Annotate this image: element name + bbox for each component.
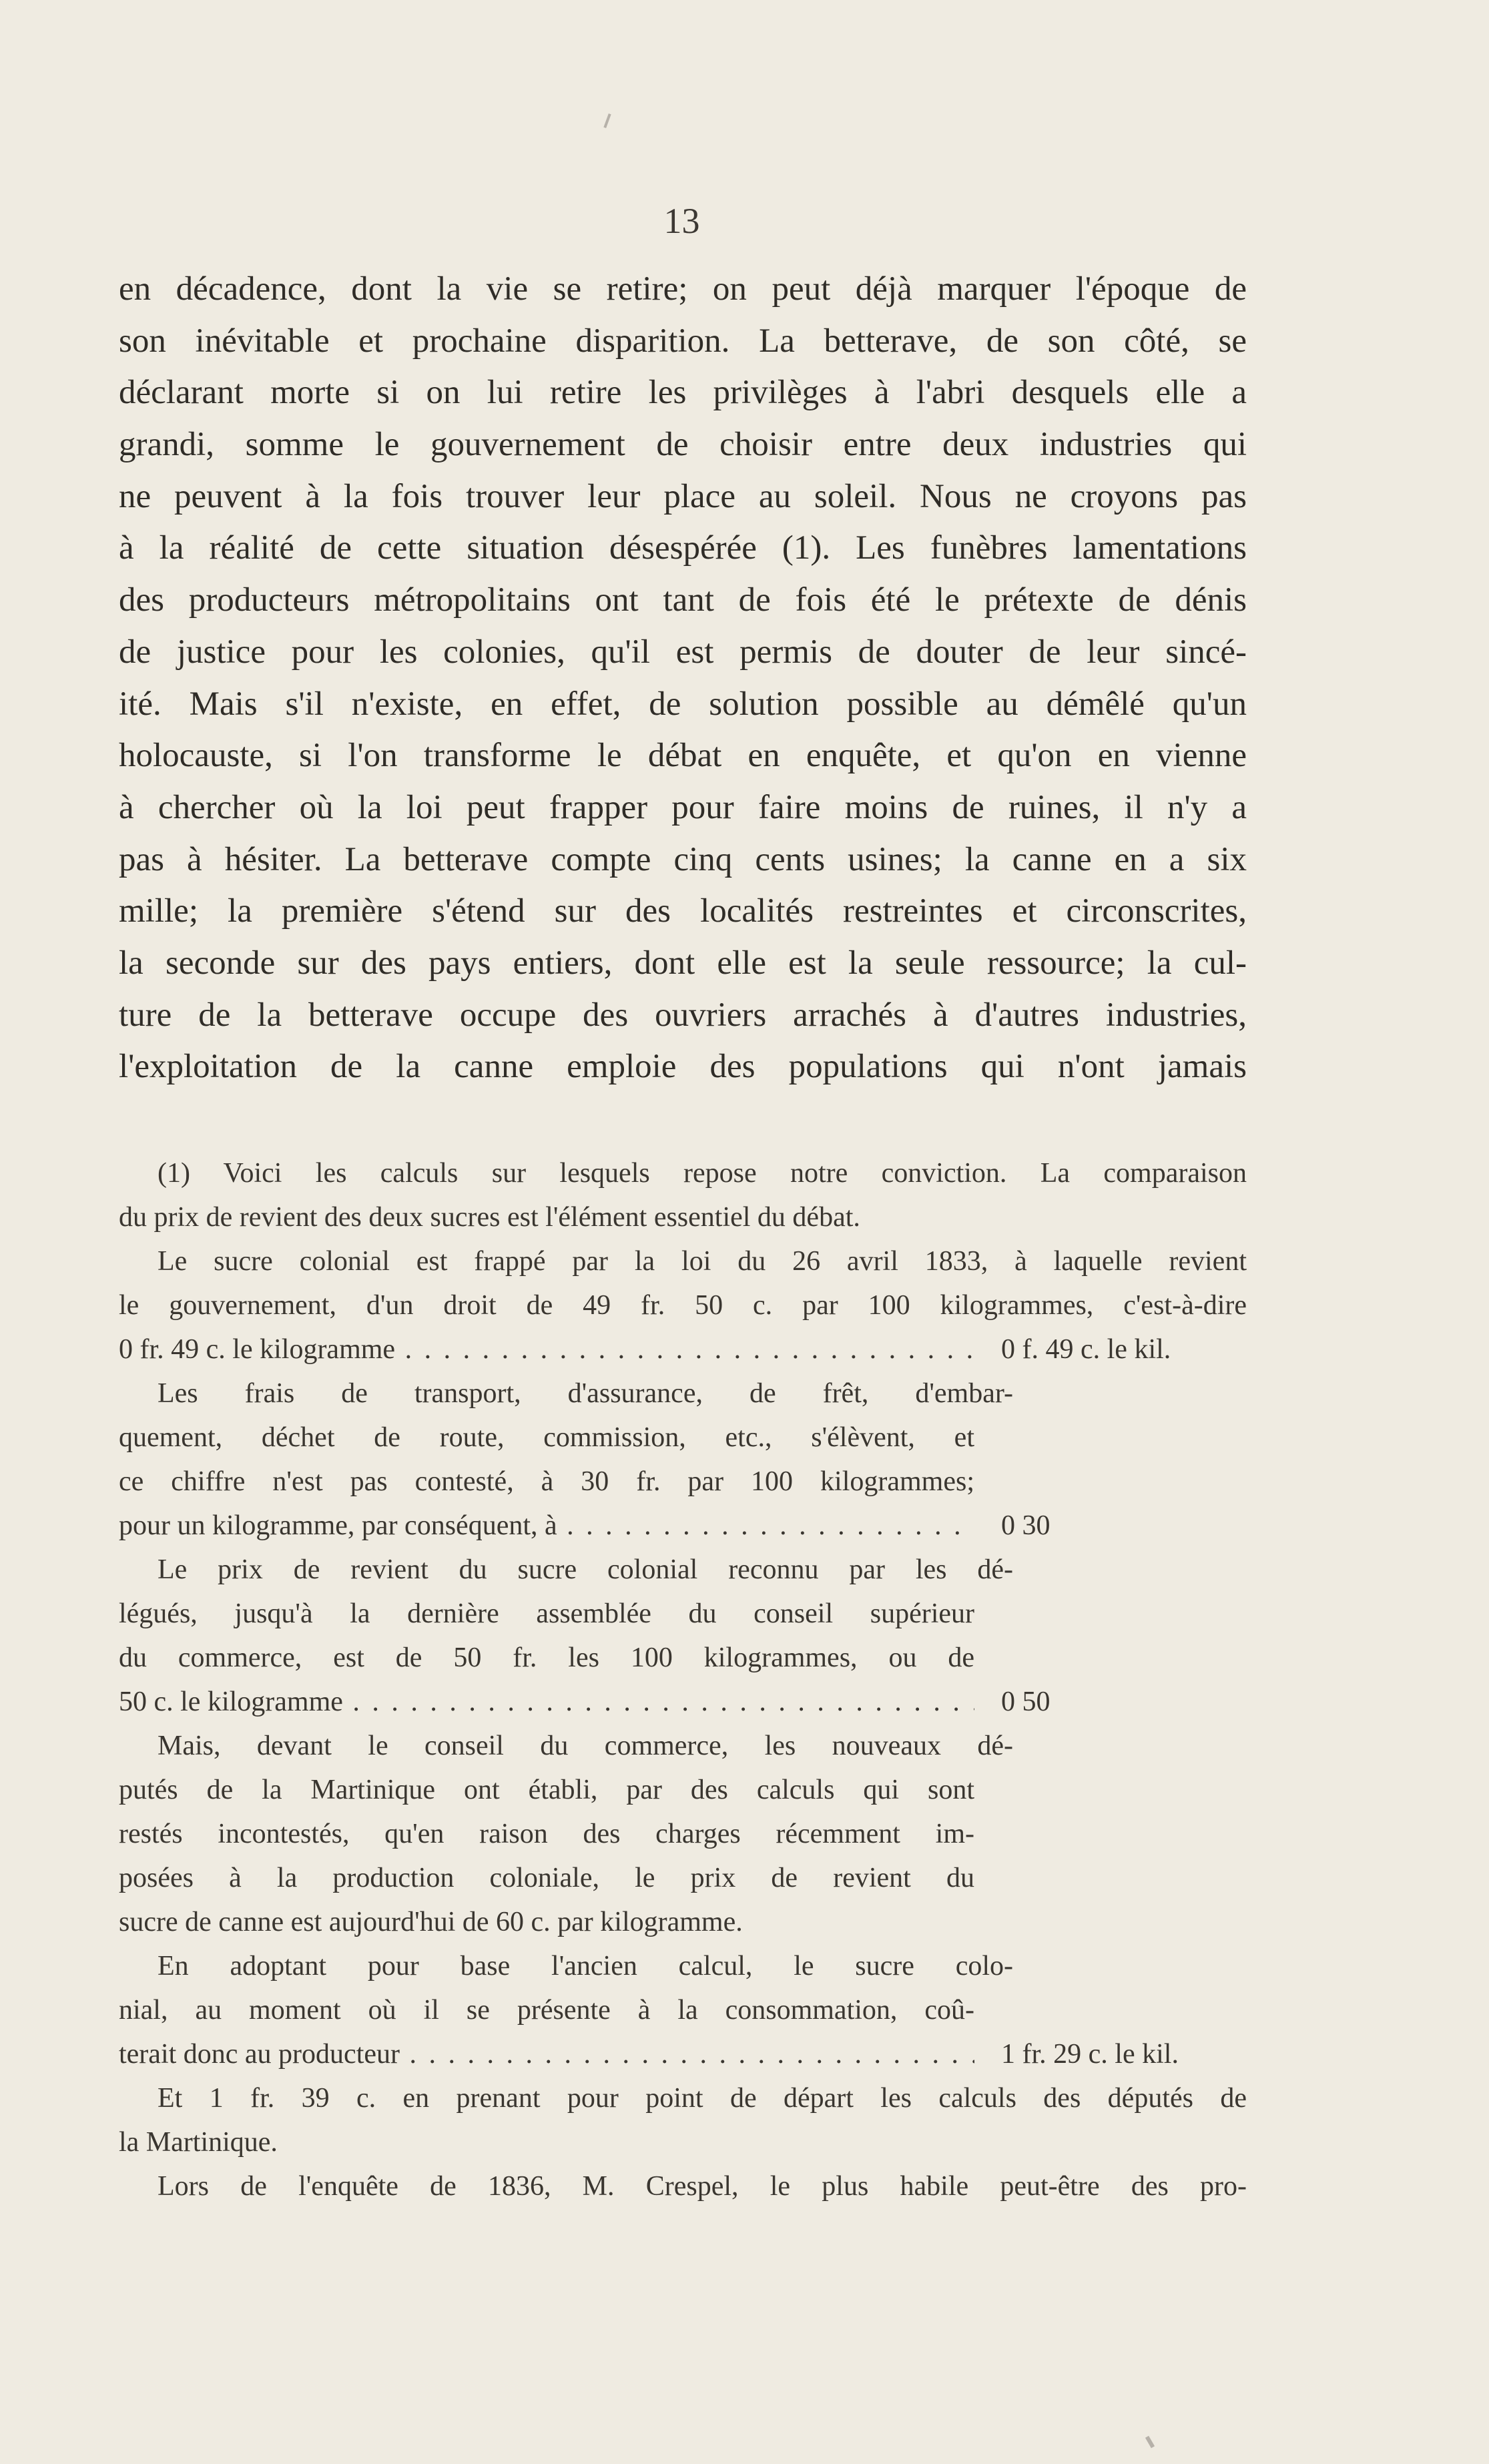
text-line: ité. Mais s'il n'existe, en effet, de solution possible au démêlé qu'un <box>119 685 1247 723</box>
text-line: l'exploitation de la canne emploie des populations qui n'ont jamais <box>119 1048 1247 1086</box>
footnote-line: (1) Voici les calculs sur lesquels repose notre conviction. La comparaison <box>158 1158 1247 1189</box>
page-speck <box>1145 2436 1155 2449</box>
text-line: ne peuvent à la fois trouver leur place au soleil. Nous ne croyons pas <box>119 477 1247 515</box>
footnote-line: 50 c. le kilogramme . . . 0 50 <box>119 1680 1247 1724</box>
main-text <box>119 264 1247 1093</box>
footnote-line: du prix de revient des deux sucres est l'élément essentiel du débat. <box>119 1202 860 1233</box>
footnote-line: Le sucre colonial est frappé par la loi du 26 avril 1833, à laquelle revient <box>158 1246 1247 1277</box>
footnote-line: 0 fr. 49 c. le kilogramme . . . 0 f. 49 c. le kil. <box>119 1327 1247 1371</box>
footnote-line: du commerce, est de 50 fr. les 100 kilogrammes, ou de <box>119 1642 974 1673</box>
footnote-line: En adoptant pour base l'ancien calcul, le sucre colo- <box>158 1951 1013 1981</box>
footnote-line: Les frais de transport, d'assurance, de frêt, d'embar- <box>158 1378 1013 1409</box>
footnote-line: restés incontestés, qu'en raison des charges récemment im- <box>119 1819 974 1849</box>
footnote-line: Mais, devant le conseil du commerce, les nouveaux dé- <box>158 1731 1013 1761</box>
text-line: holocauste, si l'on transforme le débat en enquête, et qu'on en vienne <box>119 737 1247 775</box>
text-line: pas à hésiter. La betterave compte cinq cents usines; la canne en a six <box>119 840 1247 878</box>
footnote-line: ce chiffre n'est pas contesté, à 30 fr. par 100 kilogrammes; <box>119 1466 974 1497</box>
footnote-line: posées à la production coloniale, le prix de revient du <box>119 1863 974 1893</box>
footnote-line: Lors de l'enquête de 1836, M. Crespel, le plus habile peut-être des pro- <box>158 2171 1247 2202</box>
text-line: mille; la première s'étend sur des localités restreintes et circonscrites, <box>119 892 1247 930</box>
text-line: en décadence, dont la vie se retire; on peut déjà marquer l'époque de <box>119 270 1247 308</box>
footnote-line: pour un kilogramme, par conséquent, à . . . 0 30 <box>119 1504 1247 1548</box>
footnote-line: sucre de canne est aujourd'hui de 60 c. par kilogramme. <box>119 1907 743 1937</box>
footnote <box>119 1151 1247 2208</box>
page-speck <box>603 113 611 128</box>
amount-transport: 0 30 <box>1001 1510 1051 1541</box>
footnote-line: terait donc au producteur . . . 1 fr. 29 c. le kil. <box>119 2032 1247 2076</box>
text-line: ture de la betterave occupe des ouvriers arrachés à d'autres industries, <box>119 996 1247 1034</box>
footnote-line: Et 1 fr. 39 c. en prenant pour point de départ les calculs des députés de <box>158 2083 1247 2114</box>
footnote-line: quement, déchet de route, commission, etc., s'élèvent, et <box>119 1422 974 1453</box>
text-line: à la réalité de cette situation désespérée (1). Les funèbres lamentations <box>119 529 1247 567</box>
footnote-line: Le prix de revient du sucre colonial reconnu par les dé- <box>158 1554 1013 1585</box>
text-line: grandi, somme le gouvernement de choisir entre deux industries qui <box>119 426 1247 464</box>
text-line: déclarant morte si on lui retire les privilèges à l'abri desquels elle a <box>119 374 1247 412</box>
footnote-line: le gouvernement, d'un droit de 49 fr. 50 c. par 100 kilogrammes, c'est-à-dire <box>119 1290 1247 1321</box>
text-line: la seconde sur des pays entiers, dont elle est la seule ressource; la cul- <box>119 944 1247 982</box>
amount-duty: 0 f. 49 c. le kil. <box>1001 1334 1171 1365</box>
page-number: 13 <box>663 201 700 241</box>
footnote-line: la Martinique. <box>119 2127 278 2158</box>
text-line: son inévitable et prochaine disparition. La betterave, de son côté, se <box>119 322 1247 360</box>
footnote-line: putés de la Martinique ont établi, par des calculs qui sont <box>119 1775 974 1805</box>
text-line: de justice pour les colonies, qu'il est permis de douter de leur sincé- <box>119 633 1247 671</box>
amount-total: 1 fr. 29 c. le kil. <box>1001 2039 1179 2070</box>
text-line: à chercher où la loi peut frapper pour faire moins de ruines, il n'y a <box>119 788 1247 826</box>
footnote-line: nial, au moment où il se présente à la consommation, coû- <box>119 1995 974 2026</box>
amount-cost: 0 50 <box>1001 1686 1051 1717</box>
footnote-line: légués, jusqu'à la dernière assemblée du conseil supérieur <box>119 1598 974 1629</box>
text-line: des producteurs métropolitains ont tant de fois été le prétexte de dénis <box>119 581 1247 619</box>
